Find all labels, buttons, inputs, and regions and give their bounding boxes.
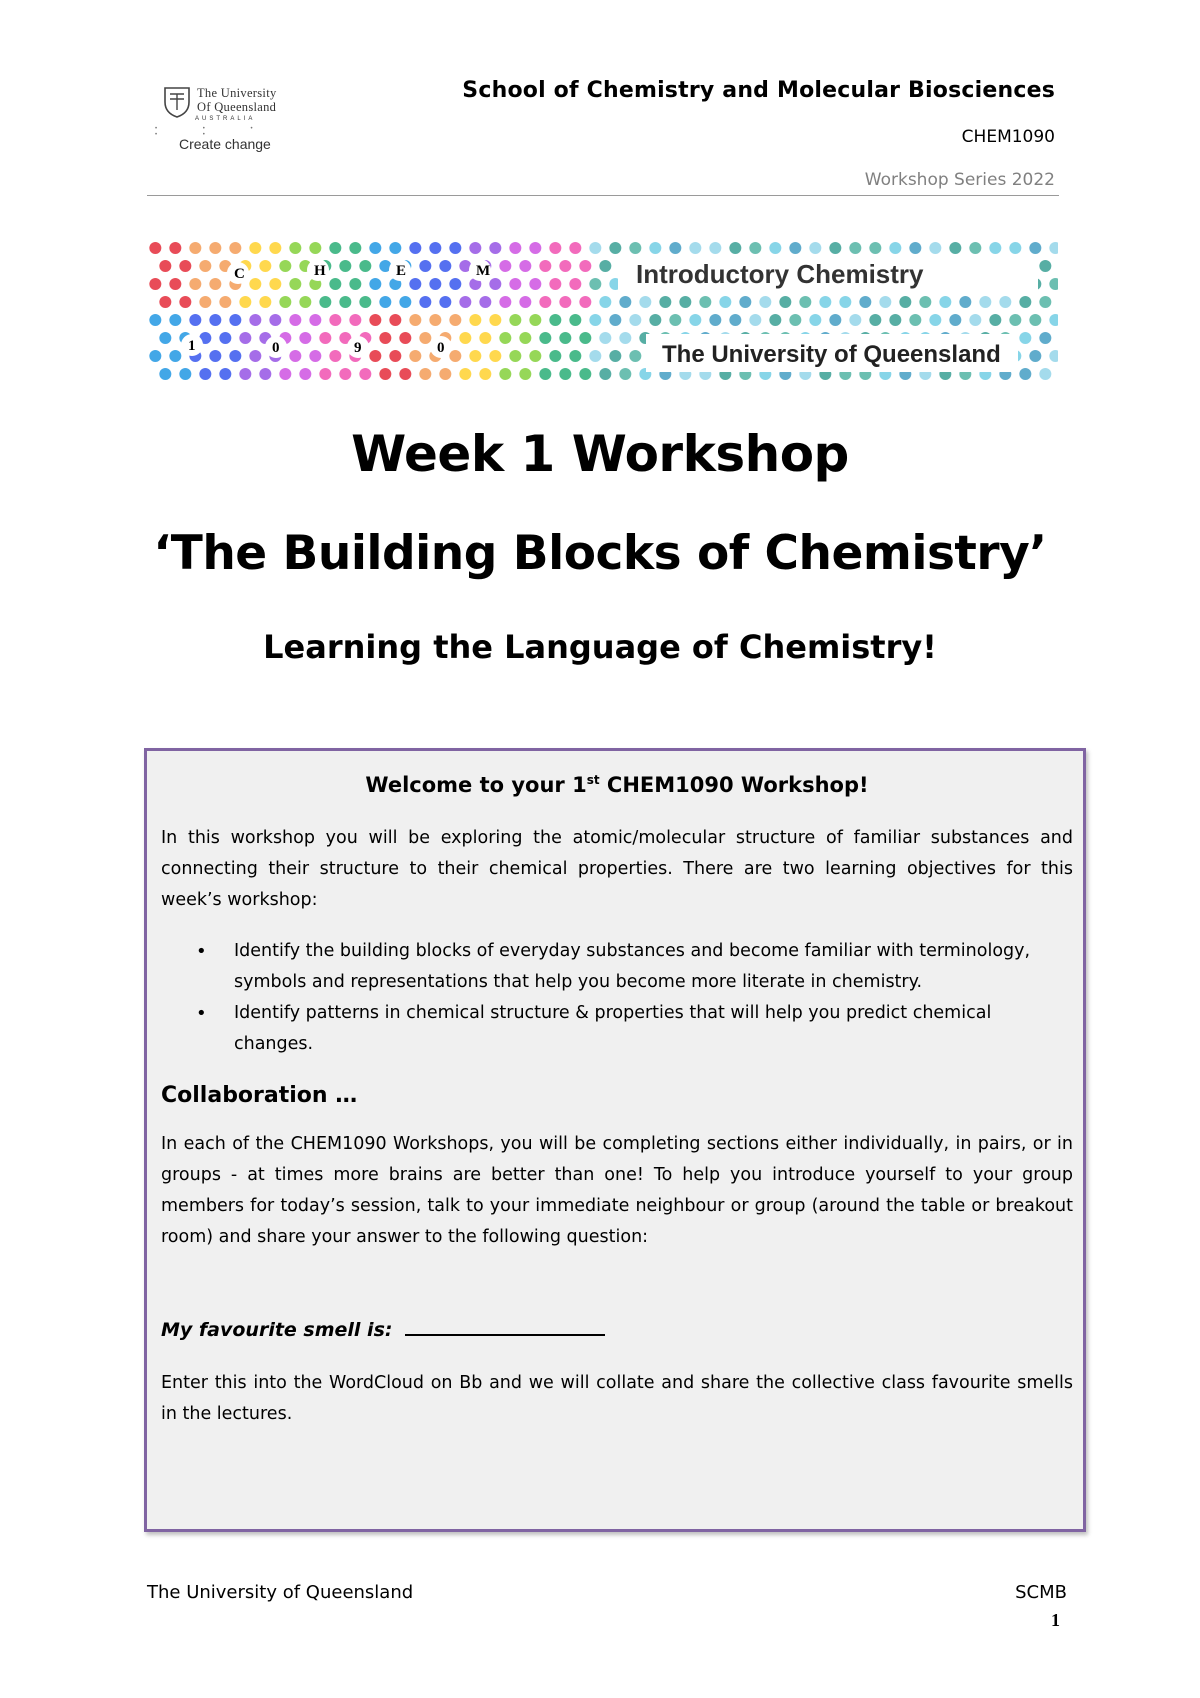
banner-atom <box>489 314 501 326</box>
banner-atom <box>489 278 501 290</box>
favourite-smell-prompt <box>161 1315 1073 1346</box>
banner-atom <box>349 314 361 326</box>
banner-atom <box>729 314 741 326</box>
banner-atom <box>299 332 311 344</box>
banner-atom <box>909 314 921 326</box>
banner-atom <box>559 332 571 344</box>
banner-atom <box>929 242 941 254</box>
banner-atom <box>149 242 161 254</box>
welcome-box <box>144 748 1086 1532</box>
banner-atom <box>439 368 451 380</box>
banner-atom <box>619 332 631 344</box>
banner-atom <box>429 278 441 290</box>
banner-atom <box>449 278 461 290</box>
banner-letter-top-3: E <box>396 263 407 279</box>
banner-atom <box>989 314 1001 326</box>
banner-atom <box>649 314 661 326</box>
banner-atom <box>429 242 441 254</box>
page-title: Week 1 Workshop <box>351 425 849 483</box>
banner-letter-top-1: C <box>234 266 245 282</box>
banner-atom <box>149 350 161 362</box>
banner-atom <box>959 296 971 308</box>
logo-line-2: Of Queensland <box>197 100 277 114</box>
crest-icon <box>163 86 191 118</box>
welcome-box-content <box>161 763 1073 1430</box>
banner-atom <box>319 368 331 380</box>
banner-atom <box>169 278 181 290</box>
banner-atom <box>569 242 581 254</box>
banner-atom <box>559 368 571 380</box>
course-banner <box>148 242 1058 392</box>
banner-atom <box>509 242 521 254</box>
banner-atom <box>639 296 651 308</box>
banner-atom <box>419 332 431 344</box>
banner-atom <box>339 296 351 308</box>
banner-atom <box>159 296 171 308</box>
banner-atom <box>599 296 611 308</box>
banner-atom <box>209 350 221 362</box>
banner-atom <box>529 314 541 326</box>
banner-atom <box>549 242 561 254</box>
banner-atom <box>789 242 801 254</box>
banner-atom <box>369 242 381 254</box>
banner-atom <box>409 278 421 290</box>
banner-atom <box>729 242 741 254</box>
banner-atom <box>929 314 941 326</box>
favourite-smell-blank[interactable] <box>405 1316 605 1336</box>
banner-atom <box>799 296 811 308</box>
banner-atom <box>409 242 421 254</box>
banner-atom <box>429 314 441 326</box>
banner-atom <box>919 296 931 308</box>
bullet-icon: • <box>196 941 207 962</box>
banner-atom <box>219 368 231 380</box>
banner-atom <box>619 296 631 308</box>
banner-atom <box>529 350 541 362</box>
banner-atom <box>199 368 211 380</box>
banner-atom <box>869 242 881 254</box>
banner-atom <box>539 368 551 380</box>
banner-atom <box>859 296 871 308</box>
banner-atom <box>329 350 341 362</box>
banner-atom <box>469 314 481 326</box>
banner-atom <box>319 296 331 308</box>
banner-atom <box>479 296 491 308</box>
banner-atom <box>1009 314 1021 326</box>
banner-atom <box>509 314 521 326</box>
uq-logo <box>155 84 305 154</box>
wordcloud-paragraph: Enter this into the WordCloud on Bb and we will collate and share the collective class favourite smells in the lectures. <box>161 1373 1073 1424</box>
banner-atom <box>949 314 961 326</box>
banner-atom <box>159 368 171 380</box>
banner-atom <box>159 260 171 272</box>
banner-atom <box>1039 296 1051 308</box>
banner-atom <box>169 242 181 254</box>
banner-atom <box>259 296 271 308</box>
banner-atom <box>499 260 511 272</box>
objectives-list <box>161 936 1073 1060</box>
banner-atom <box>199 296 211 308</box>
list-item <box>161 936 1073 998</box>
banner-atom <box>599 368 611 380</box>
banner-atom <box>699 296 711 308</box>
banner-atom <box>409 314 421 326</box>
workshop-series: Workshop Series 2022 <box>864 170 1055 190</box>
banner-atom <box>239 332 251 344</box>
banner-atom <box>1039 260 1051 272</box>
banner-atom <box>239 296 251 308</box>
banner-atom <box>569 350 581 362</box>
logo-line-1: The University <box>197 86 277 100</box>
banner-atom <box>419 296 431 308</box>
banner-atom <box>759 296 771 308</box>
banner-atom <box>369 278 381 290</box>
banner-atom <box>439 296 451 308</box>
logo-dots: • • • • • <box>155 126 275 138</box>
banner-atom <box>509 278 521 290</box>
banner-atom <box>379 296 391 308</box>
banner-letter-bottom-3: 9 <box>354 340 362 356</box>
banner-atom <box>189 314 201 326</box>
banner-letter-top-4: M <box>476 263 491 279</box>
banner-atom <box>949 242 961 254</box>
banner-atom <box>589 350 601 362</box>
banner-atom <box>439 260 451 272</box>
banner-letter-bottom-4: 0 <box>437 340 445 356</box>
page-subtitle: ‘The Building Blocks of Chemistry’ <box>153 526 1047 581</box>
banner-atom <box>299 296 311 308</box>
banner-atom <box>249 314 261 326</box>
banner-atom <box>369 314 381 326</box>
banner-atom <box>339 260 351 272</box>
banner-atom <box>889 242 901 254</box>
banner-atom <box>989 242 1001 254</box>
banner-atom <box>209 242 221 254</box>
banner-atom <box>499 368 511 380</box>
banner-atom <box>519 368 531 380</box>
banner-atom <box>329 278 341 290</box>
banner-atom <box>269 278 281 290</box>
banner-atom <box>209 314 221 326</box>
banner-atom <box>179 368 191 380</box>
banner-atom <box>329 242 341 254</box>
banner-graphic <box>148 242 1058 392</box>
banner-atom <box>529 242 541 254</box>
intro-paragraph: In this workshop you will be exploring the atomic/molecular structure of familiar substances and connecting their structure to their chemical properties. There are two learning objectives for this week’s workshop: <box>161 828 1073 910</box>
banner-atom <box>459 332 471 344</box>
banner-atom <box>749 314 761 326</box>
banner-atom <box>319 332 331 344</box>
banner-atom <box>249 242 261 254</box>
banner-atom <box>779 296 791 308</box>
banner-atom <box>469 350 481 362</box>
banner-atom <box>569 278 581 290</box>
banner-atom <box>289 278 301 290</box>
banner-atom <box>559 260 571 272</box>
banner-atom <box>579 332 591 344</box>
banner-atom <box>269 242 281 254</box>
banner-atom <box>849 314 861 326</box>
banner-atom <box>689 242 701 254</box>
banner-atom <box>209 278 221 290</box>
banner-atom <box>249 278 261 290</box>
banner-atom <box>449 242 461 254</box>
banner-atom <box>229 314 241 326</box>
banner-atom <box>519 296 531 308</box>
banner-atom <box>1019 296 1031 308</box>
banner-atom <box>539 332 551 344</box>
banner-atom <box>379 368 391 380</box>
banner-atom <box>789 314 801 326</box>
footer-school: SCMB <box>1015 1582 1067 1603</box>
banner-atom <box>629 350 641 362</box>
banner-atom <box>1029 314 1041 326</box>
banner-atom <box>1039 332 1051 344</box>
banner-letter-bottom-1: 1 <box>188 338 196 354</box>
banner-atom <box>939 296 951 308</box>
banner-atom <box>869 314 881 326</box>
banner-atom <box>479 332 491 344</box>
banner-atom <box>259 260 271 272</box>
banner-atom <box>499 332 511 344</box>
banner-atom <box>609 242 621 254</box>
banner-title: Introductory Chemistry <box>636 259 924 289</box>
banner-atom <box>999 296 1011 308</box>
banner-atom <box>889 314 901 326</box>
banner-atom <box>1029 242 1041 254</box>
banner-atom <box>279 368 291 380</box>
banner-atom <box>1019 368 1031 380</box>
banner-atom <box>579 368 591 380</box>
banner-atom <box>579 260 591 272</box>
banner-atom <box>299 368 311 380</box>
banner-atom <box>609 350 621 362</box>
banner-atom <box>519 260 531 272</box>
banner-atom <box>269 314 281 326</box>
header-divider <box>147 195 1059 196</box>
banner-atom <box>679 296 691 308</box>
banner-atom <box>829 314 841 326</box>
banner-atom <box>659 296 671 308</box>
banner-atom <box>1029 350 1041 362</box>
banner-atom <box>459 296 471 308</box>
banner-atom <box>219 296 231 308</box>
banner-atom <box>399 368 411 380</box>
banner-atom <box>359 368 371 380</box>
banner-atom <box>149 314 161 326</box>
favourite-smell-label: My favourite smell is: <box>161 1319 393 1341</box>
banner-atom <box>599 332 611 344</box>
banner-atom <box>969 242 981 254</box>
banner-atom <box>539 260 551 272</box>
banner-atom <box>579 296 591 308</box>
banner-atom <box>619 368 631 380</box>
banner-atom <box>809 314 821 326</box>
banner-atom <box>229 350 241 362</box>
banner-atom <box>529 278 541 290</box>
banner-atom <box>359 296 371 308</box>
banner-atom <box>649 242 661 254</box>
banner-atom <box>549 314 561 326</box>
banner-atom <box>389 350 401 362</box>
banner-atom <box>599 260 611 272</box>
banner-atom <box>449 350 461 362</box>
banner-atom <box>519 332 531 344</box>
page-number: 1 <box>1051 1610 1060 1630</box>
banner-atom <box>549 350 561 362</box>
banner-atom <box>169 350 181 362</box>
banner-atom <box>549 278 561 290</box>
banner-atom <box>479 368 491 380</box>
banner-atom <box>689 314 701 326</box>
banner-atom <box>569 314 581 326</box>
banner-atom <box>159 332 171 344</box>
logo-line-3: AUSTRALIA <box>195 116 256 122</box>
banner-atom <box>1009 242 1021 254</box>
banner-atom <box>289 314 301 326</box>
banner-atom <box>279 260 291 272</box>
page-tagline: Learning the Language of Chemistry! <box>263 628 937 666</box>
banner-atom <box>349 242 361 254</box>
banner-atom <box>249 350 261 362</box>
banner-atom <box>409 350 421 362</box>
banner-atom <box>369 350 381 362</box>
banner-atom <box>769 242 781 254</box>
banner-atom <box>809 242 821 254</box>
list-item <box>161 998 1073 1060</box>
banner-atom <box>709 242 721 254</box>
banner-atom <box>489 242 501 254</box>
logo-tagline: Create change <box>179 136 271 152</box>
banner-atom <box>179 296 191 308</box>
banner-atom <box>909 242 921 254</box>
banner-atom <box>329 314 341 326</box>
banner-subtitle: The University of Queensland <box>662 341 1001 368</box>
banner-atom <box>1019 332 1031 344</box>
banner-atom <box>289 350 301 362</box>
banner-atom <box>339 368 351 380</box>
banner-atom <box>749 242 761 254</box>
banner-atom <box>239 368 251 380</box>
banner-atom <box>179 260 191 272</box>
banner-atom <box>709 314 721 326</box>
banner-atom <box>219 332 231 344</box>
banner-atom <box>969 314 981 326</box>
objective-text: Identify the building blocks of everyday substances and become familiar with terminology, symbols and representations that help you become more literate in chemistry. <box>234 941 1031 992</box>
banner-atom <box>259 368 271 380</box>
banner-atom <box>229 242 241 254</box>
banner-atom <box>389 242 401 254</box>
banner-atom <box>769 314 781 326</box>
banner-atom <box>289 242 301 254</box>
banner-atom <box>309 314 321 326</box>
banner-atom <box>499 296 511 308</box>
banner-atom <box>589 242 601 254</box>
footer-university: The University of Queensland <box>147 1582 414 1603</box>
banner-atom <box>849 242 861 254</box>
bullet-icon: • <box>196 1003 207 1024</box>
welcome-heading: Welcome to your 1st CHEM1090 Workshop! <box>365 773 869 797</box>
school-name: School of Chemistry and Molecular Biosciences <box>462 78 1055 103</box>
banner-atom <box>589 314 601 326</box>
banner-atom <box>419 260 431 272</box>
banner-atom <box>469 242 481 254</box>
banner-atom <box>449 314 461 326</box>
banner-atom <box>539 296 551 308</box>
banner-atom <box>309 350 321 362</box>
banner-atom <box>399 332 411 344</box>
banner-atom <box>459 368 471 380</box>
banner-atom <box>719 296 731 308</box>
banner-atom <box>559 296 571 308</box>
banner-atom <box>359 260 371 272</box>
banner-atom <box>189 278 201 290</box>
banner-atom <box>669 242 681 254</box>
banner-atom <box>149 278 161 290</box>
banner-atom <box>379 332 391 344</box>
banner-atom <box>489 350 501 362</box>
objective-text: Identify patterns in chemical structure & properties that will help you predict chemical changes. <box>234 1003 992 1054</box>
banner-atom <box>189 242 201 254</box>
banner-atom <box>819 296 831 308</box>
banner-atom <box>829 242 841 254</box>
banner-letter-bottom-2: 0 <box>272 340 280 356</box>
banner-atom <box>279 296 291 308</box>
banner-atom <box>979 296 991 308</box>
banner-atom <box>419 368 431 380</box>
banner-atom <box>609 314 621 326</box>
banner-atom <box>309 242 321 254</box>
banner-atom <box>1039 368 1051 380</box>
banner-atom <box>879 296 891 308</box>
banner-atom <box>349 278 361 290</box>
collaboration-paragraph: In each of the CHEM1090 Workshops, you will be completing sections either individually, in pairs, or in groups - at times more brains are better than one! To help you introduce yourself to your group members for today’s session, talk to your immediate neighbour or group (around the table or breakout room) and share your answer to the following question: <box>161 1134 1073 1247</box>
banner-atom <box>399 296 411 308</box>
banner-atom <box>669 314 681 326</box>
collaboration-heading: Collaboration … <box>161 1083 358 1108</box>
banner-atom <box>629 242 641 254</box>
banner-atom <box>899 296 911 308</box>
banner-letter-top-2: H <box>314 263 326 279</box>
banner-atom <box>839 296 851 308</box>
banner-atom <box>739 296 751 308</box>
banner-atom <box>169 314 181 326</box>
banner-atom <box>389 314 401 326</box>
banner-atom <box>629 314 641 326</box>
banner-atom <box>199 260 211 272</box>
course-code: CHEM1090 <box>961 127 1055 147</box>
banner-atom <box>589 278 601 290</box>
banner-atom <box>509 350 521 362</box>
